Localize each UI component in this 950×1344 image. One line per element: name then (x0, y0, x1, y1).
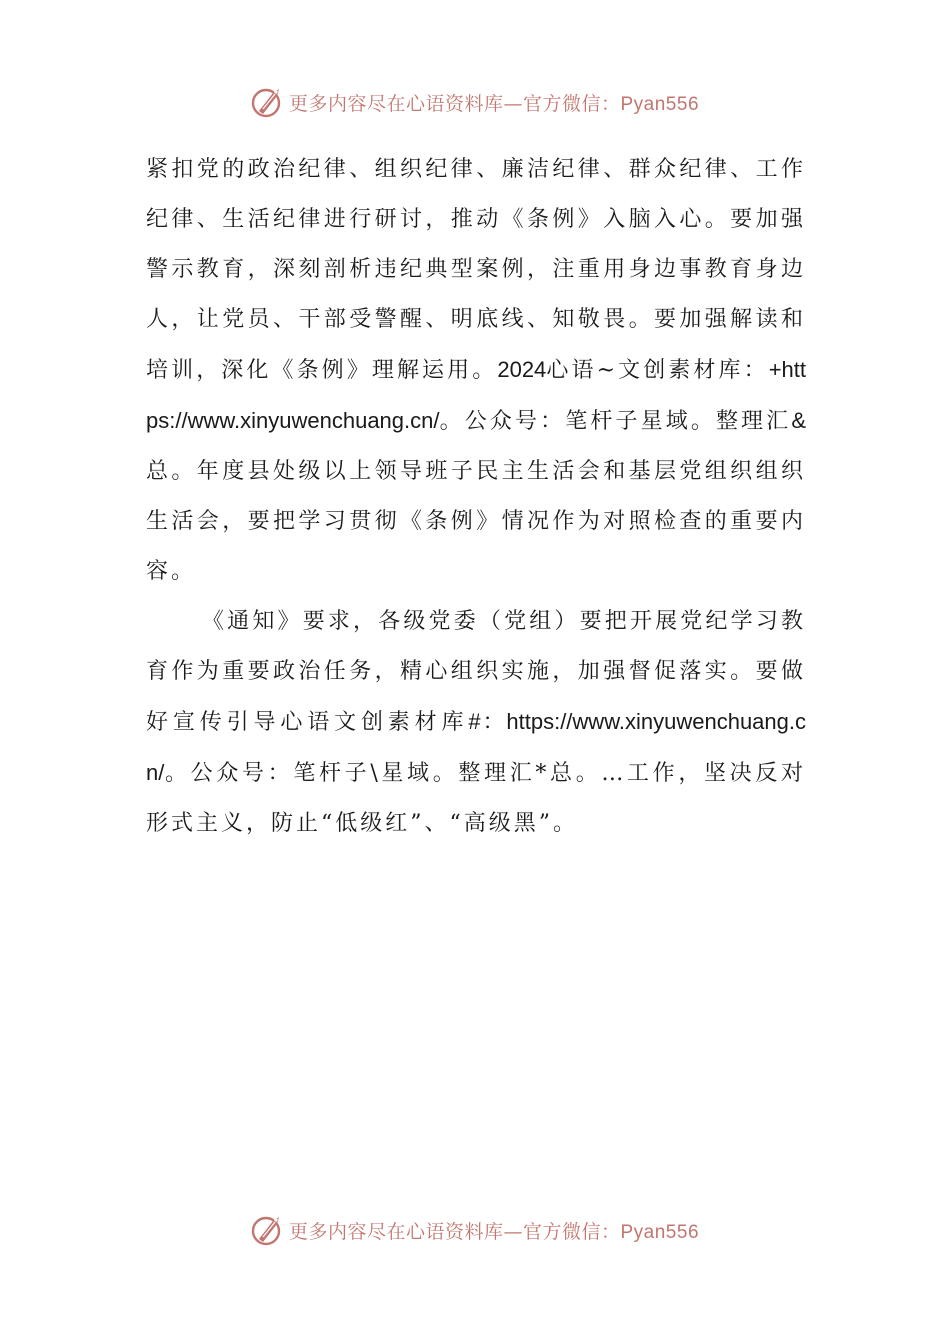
footer-banner-label: 更多内容尽在心语资料库—官方微信： (288, 1220, 621, 1243)
p1-url: +https://www.xinyuwenchuang.cn/ (146, 357, 806, 433)
p1-text-1: 紧扣党的政治纪律、组织纪律、廉洁纪律、群众纪律、工作纪律、生活纪律进行研讨，推动《条例》入脑入心。要加强警示教育，深刻剖析违纪典型案例，注重用身边事教育身边人，让党员、干部受警醒、明底线、知敬畏。要加强解读和培训，深化《条例》理解运用。 (146, 157, 806, 383)
header-banner-label: 更多内容尽在心语资料库—官方微信： (288, 92, 621, 115)
p2-text-2: 。公众号：笔杆子\星域。整理汇*总。…工作，坚决反对形式主义，防止“低级红”、“高级黑”。 (146, 761, 806, 836)
pen-nib-circle-icon (251, 1213, 285, 1247)
p1-text-3: 。公众号：笔杆子星域。整理汇 (439, 409, 792, 434)
footer-banner (0, 1210, 950, 1250)
header-banner (0, 82, 950, 122)
p2-url: #：https://www.xinyuwenchuang.cn/ (146, 709, 806, 785)
document-body (146, 145, 806, 849)
p1-year: 2024 (497, 357, 547, 382)
paragraph-2 (146, 597, 806, 849)
header-banner-text (289, 89, 699, 116)
footer-banner-text (289, 1217, 699, 1244)
p1-ampersand: & (791, 408, 806, 433)
footer-wechat-id: Pyan556 (620, 1221, 700, 1243)
p1-text-2: 心语~文创素材库： (546, 358, 769, 383)
paragraph-1 (146, 145, 806, 597)
pen-nib-circle-icon (251, 85, 285, 119)
p2-text-1: 《通知》要求，各级党委（党组）要把开展党纪学习教育作为重要政治任务，精心组织实施，加强督促落实。要做好宣传引导心语文创素材库 (146, 609, 806, 735)
p1-text-4: 总。年度县处级以上领导班子民主生活会和基层党组织组织生活会，要把学习贯彻《条例》情况作为对照检查的重要内容。 (146, 459, 806, 584)
header-wechat-id: Pyan556 (620, 93, 700, 115)
